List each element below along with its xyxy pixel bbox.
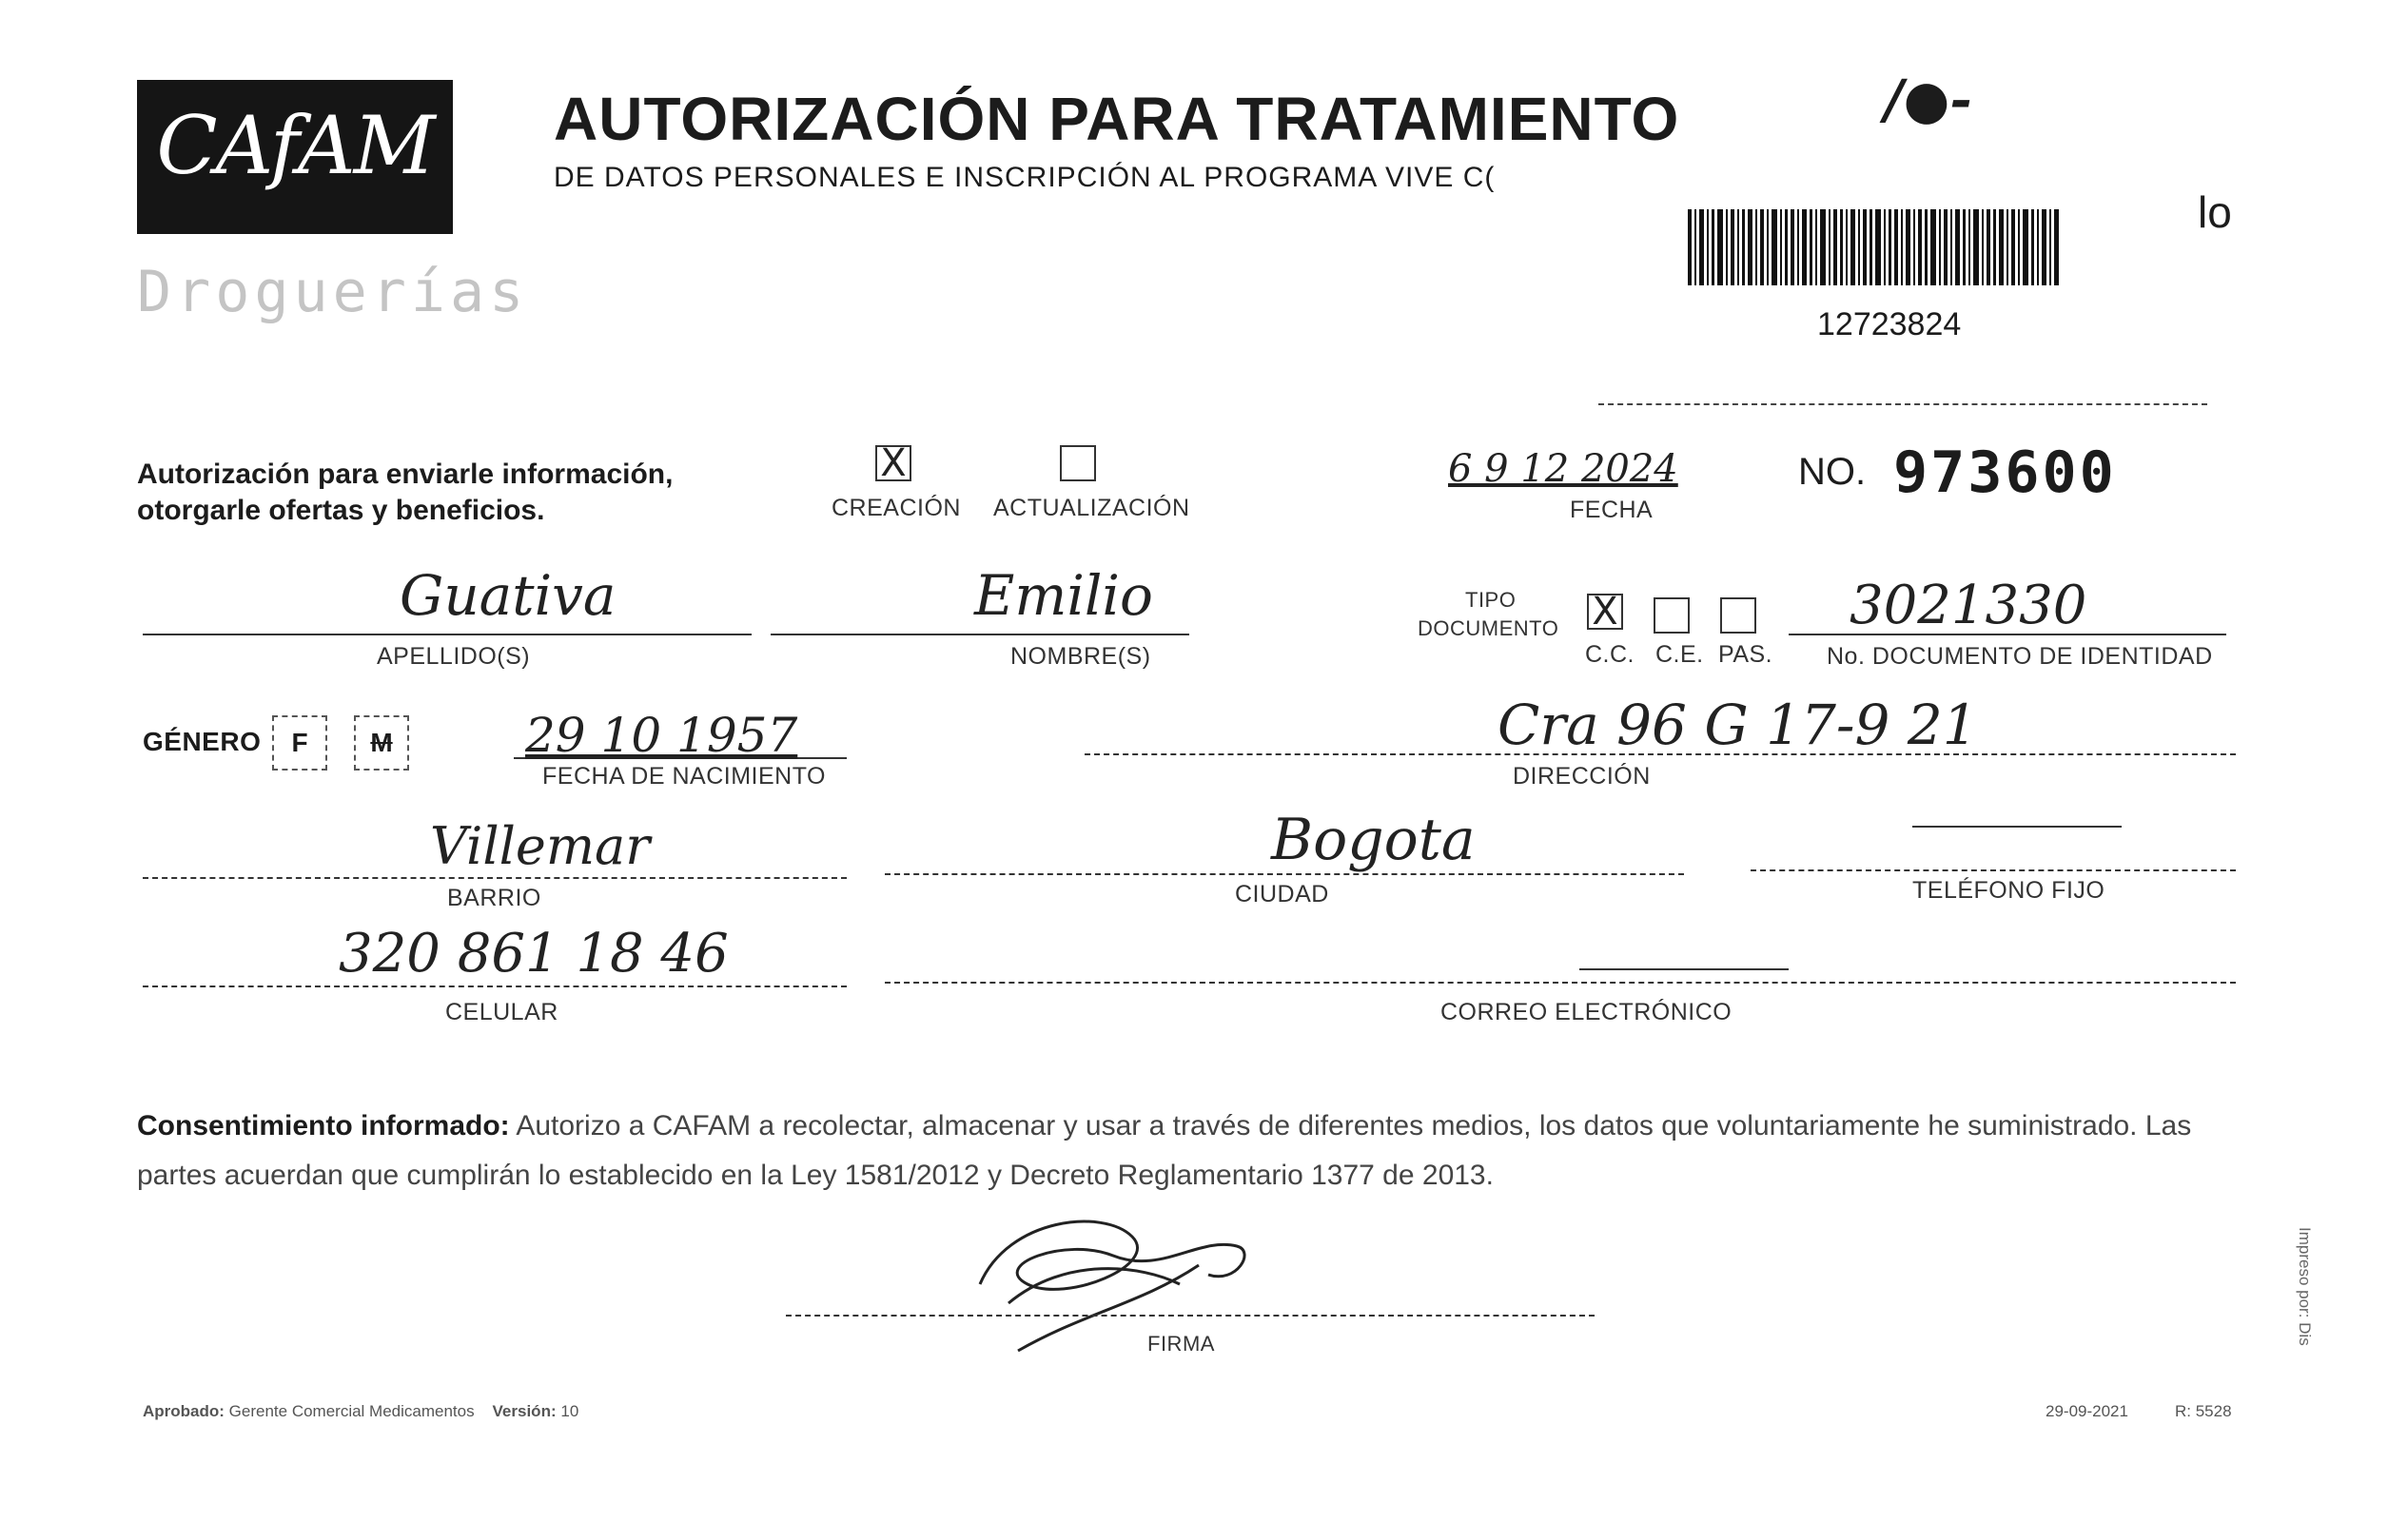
tipo-label: TIPO [1465,588,1517,612]
creacion-label: CREACIÓN [832,495,961,521]
consent-paragraph [137,1102,2268,1200]
version-label: Versión: [492,1402,557,1420]
telefono-stroke [1912,826,2122,828]
correo-stroke [1579,968,1789,970]
document-subtitle: DE DATOS PERSONALES E INSCRIPCIÓN AL PROGRAMA VIVE C( [554,162,1496,193]
telefono-label: TELÉFONO FIJO [1912,877,2105,904]
genero-f-label: F [291,728,308,757]
ciudad-value[interactable]: Bogota [1271,807,1476,873]
nombre-line [771,634,1189,635]
authorization-label [137,457,673,529]
consent-text: Autorizo a CAFAM a recolectar, almacenar y usar a través de diferentes medios, los datos que voluntariamente he suministrado. Las partes acuerdan que cumplirán lo establecido en la Ley 1581/2012 y Decreto Reglamentario 1377 de 2013. [137,1110,2192,1191]
cc-check-mark: X [1592,590,1618,634]
footer-aprobado [143,1402,578,1421]
actualizacion-checkbox[interactable] [1060,445,1096,481]
creacion-check-mark: X [880,441,907,485]
footer-date: 29-09-2021 [2046,1402,2128,1420]
aprobado-value: Gerente Comercial Medicamentos [228,1402,475,1420]
fecha-value: 6 9 12 2024 [1448,447,1678,491]
version-value: 10 [560,1402,579,1420]
barcode [1688,209,2059,285]
barrio-value[interactable]: Villemar [430,816,651,876]
ciudad-label: CIUDAD [1235,881,1329,907]
vertical-print-text: Impreso por: Dis [2296,1227,2314,1346]
no-label: NO. [1798,451,1867,493]
ciudad-line [885,873,1684,875]
creacion-checkbox[interactable] [875,441,911,485]
correo-line [885,982,2236,984]
barrio-label: BARRIO [447,885,541,911]
genero-m-box[interactable] [354,715,409,771]
footer-code: R: 5528 [2175,1402,2232,1420]
handwritten-mark: /●- [1884,68,1972,131]
cc-label: C.C. [1585,641,1635,668]
aprobado-label: Aprobado: [143,1402,225,1420]
telefono-line [1751,869,2236,871]
firma-label: FIRMA [1147,1332,1215,1356]
form-number: 973600 [1893,439,2117,506]
celular-label: CELULAR [445,999,558,1025]
corner-mark: lo [2198,187,2232,237]
genero-m-label: M [370,728,393,757]
direccion-value[interactable]: Cra 96 G 17-9 21 [1498,693,1978,757]
authorization-label-line1: Autorización para enviarle información, [137,459,674,490]
logo-subtitle: Droguerías [137,259,529,325]
documento-label: DOCUMENTO [1418,616,1559,640]
barrio-line [143,877,847,879]
pas-label: PAS. [1718,641,1773,668]
direccion-label: DIRECCIÓN [1513,763,1651,790]
document-title: AUTORIZACIÓN PARA TRATAMIENTO [554,85,1680,153]
ce-checkbox[interactable] [1654,597,1690,634]
nombre-value[interactable]: Emilio [974,563,1153,628]
doc-value[interactable]: 3021330 [1850,575,2087,636]
cc-checkbox[interactable] [1587,590,1623,634]
ce-label: C.E. [1655,641,1704,668]
apellido-line [143,634,752,635]
nacimiento-value[interactable]: 29 10 1957 [525,708,798,763]
apellido-label: APELLIDO(S) [377,643,531,670]
firma-line [786,1315,1595,1317]
doc-label: No. DOCUMENTO DE IDENTIDAD [1827,643,2213,670]
genero-label: GÉNERO [143,727,262,756]
nacimiento-label: FECHA DE NACIMIENTO [542,763,826,790]
consent-title: Consentimiento informado: [137,1110,510,1142]
celular-line [143,985,847,987]
actualizacion-label: ACTUALIZACIÓN [993,495,1190,521]
barcode-number: 12723824 [1817,306,1962,342]
pas-checkbox[interactable] [1720,597,1756,634]
fecha-label: FECHA [1570,497,1654,523]
authorization-label-line2: otorgarle ofertas y beneficios. [137,495,545,526]
logo-brand: CAfAM [156,99,434,192]
correo-label: CORREO ELECTRÓNICO [1440,999,1733,1025]
divider [1598,403,2207,409]
signature [951,1199,1275,1360]
celular-value[interactable]: 320 861 18 46 [339,923,729,985]
genero-f-box[interactable] [272,715,327,771]
nombre-label: NOMBRE(S) [1010,643,1151,670]
apellido-value[interactable]: Guativa [400,563,617,628]
